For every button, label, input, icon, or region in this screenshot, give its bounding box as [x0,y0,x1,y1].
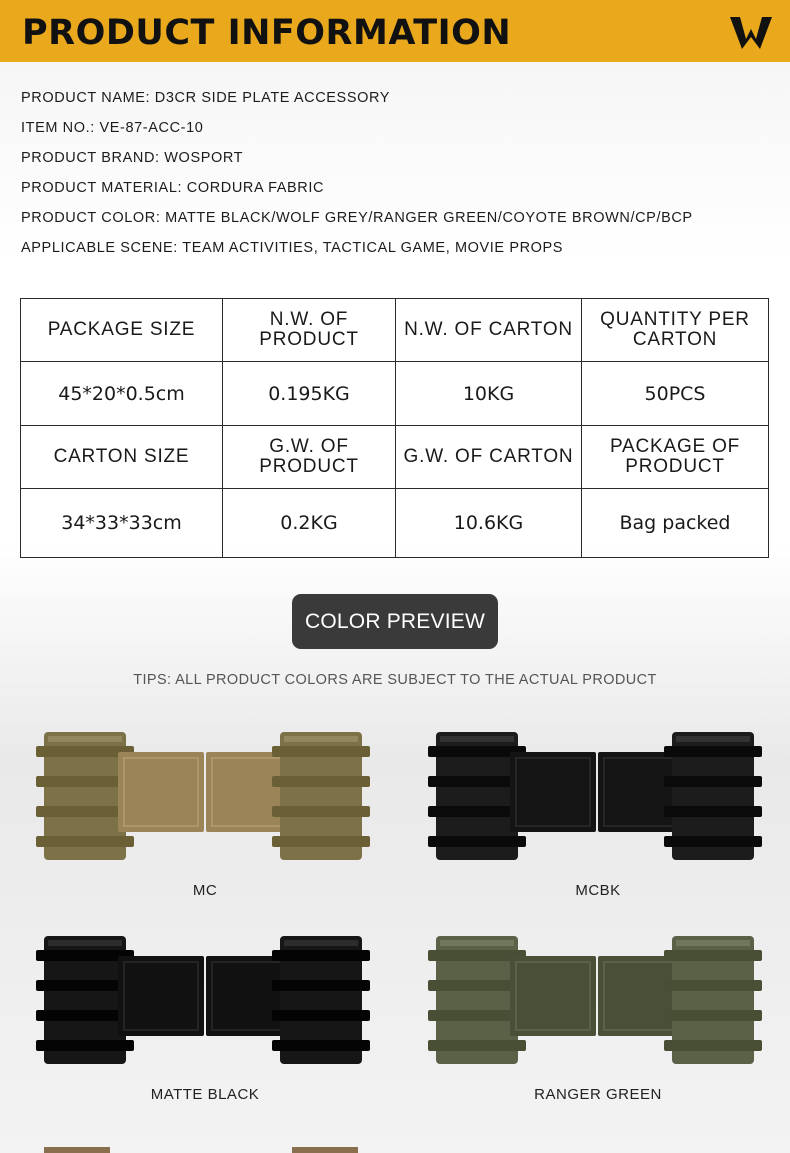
table-header-cell: N.W. OF PRODUCT [223,299,396,362]
product-image-mc [28,728,378,864]
right-pouch [664,732,762,860]
product-image-ranger-green [420,932,770,1068]
table-cell: 0.195KG [223,362,396,426]
product-info-list [21,87,781,267]
table-row [21,362,769,426]
right-pouch [272,732,370,860]
table-cell: 0.2KG [223,489,396,558]
right-panel [598,956,684,1036]
color-label: MCBK [575,882,621,899]
page-title: PRODUCT INFORMATION [22,13,512,53]
table-header-cell: QUANTITY PER CARTON [582,299,769,362]
applicable-scene: APPLICABLE SCENE: TEAM ACTIVITIES, TACTICAL GAME, MOVIE PROPS [21,240,564,256]
color-label: MC [192,882,218,899]
color-label: RANGER GREEN [534,1086,662,1103]
table-header-cell: PACKAGE OF PRODUCT [582,426,769,489]
product-brand: PRODUCT BRAND: WOSPORT [21,150,244,166]
table-cell: 45*20*0.5cm [21,362,223,426]
color-label: MATTE BLACK [150,1086,260,1103]
product-image-mcbk [420,728,770,864]
product-image-partial [292,1147,358,1153]
right-pouch [664,936,762,1064]
header-banner [0,0,790,62]
brand-logo-icon [728,13,774,51]
product-color: PRODUCT COLOR: MATTE BLACK/WOLF GREY/RANGER GREEN/COYOTE BROWN/CP/BCP [21,210,693,226]
left-panel [118,956,204,1036]
table-header-cell: CARTON SIZE [21,426,223,489]
product-image-partial [44,1147,110,1153]
spec-table [20,298,769,558]
product-name: PRODUCT NAME: D3CR SIDE PLATE ACCESSORY [21,90,391,106]
item-number: ITEM NO.: VE-87-ACC-10 [21,120,204,136]
table-header-cell: G.W. OF PRODUCT [223,426,396,489]
right-panel [598,752,684,832]
right-panel [206,956,292,1036]
table-cell: 10KG [396,362,582,426]
left-panel [510,956,596,1036]
table-cell: 34*33*33cm [21,489,223,558]
tips-text: TIPS: ALL PRODUCT COLORS ARE SUBJECT TO THE ACTUAL PRODUCT [133,672,657,688]
color-preview-button[interactable]: COLOR PREVIEW [292,594,498,649]
table-cell: 10.6KG [396,489,582,558]
left-panel [510,752,596,832]
right-panel [206,752,292,832]
table-header-cell: G.W. OF CARTON [396,426,582,489]
table-cell: 50PCS [582,362,769,426]
product-material: PRODUCT MATERIAL: CORDURA FABRIC [21,180,325,196]
table-cell: Bag packed [582,489,769,558]
table-header-cell: PACKAGE SIZE [21,299,223,362]
table-row [21,489,769,558]
table-row [21,426,769,489]
table-header-cell: N.W. OF CARTON [396,299,582,362]
table-row [21,299,769,362]
product-image-matte-black [28,932,378,1068]
right-pouch [272,936,370,1064]
left-panel [118,752,204,832]
